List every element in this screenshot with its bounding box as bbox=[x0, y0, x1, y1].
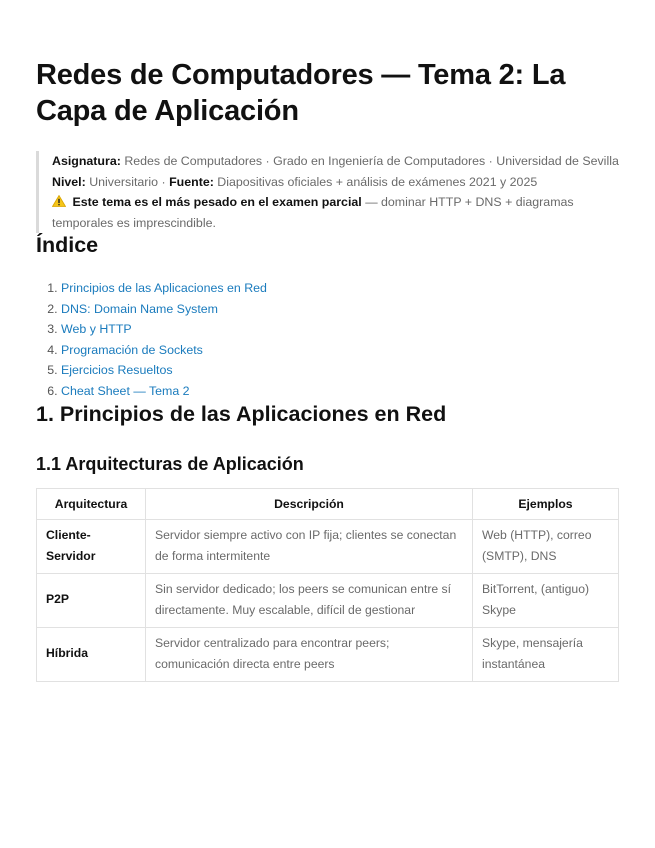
table-cell: Sin servidor dedicado; los peers se comunican entre sí directamente. Muy escalable, difícil de gestionar bbox=[146, 573, 473, 627]
table-cell: Servidor siempre activo con IP fija; clientes se conectan de forma intermitente bbox=[146, 519, 473, 573]
fuente-value: Diapositivas oficiales + análisis de exámenes 2021 y 2025 bbox=[217, 174, 538, 189]
nivel-label: Nivel: bbox=[52, 174, 86, 189]
toc-link-cheat-sheet[interactable]: Cheat Sheet — Tema 2 bbox=[61, 383, 190, 398]
table-cell: BitTorrent, (antiguo) Skype bbox=[473, 573, 619, 627]
table-header-row bbox=[37, 488, 619, 519]
table-row bbox=[37, 627, 619, 681]
toc-item bbox=[61, 299, 619, 320]
table-cell: Híbrida bbox=[37, 627, 146, 681]
toc-item bbox=[61, 360, 619, 381]
toc-link-dns[interactable]: DNS: Domain Name System bbox=[61, 301, 218, 316]
toc-item bbox=[61, 319, 619, 340]
section-1-heading: 1. Principios de las Aplicaciones en Red bbox=[36, 401, 447, 426]
asignatura-label: Asignatura: bbox=[52, 154, 121, 168]
section-1-1-heading: 1.1 Arquitecturas de Aplicación bbox=[36, 453, 304, 474]
toc-item bbox=[61, 381, 619, 402]
column-header: Arquitectura bbox=[37, 488, 146, 519]
column-header: Descripción bbox=[146, 488, 473, 519]
table-cell: P2P bbox=[37, 573, 146, 627]
toc-item bbox=[61, 340, 619, 361]
toc-link-principios[interactable]: Principios de las Aplicaciones en Red bbox=[61, 281, 267, 295]
toc-link-sockets[interactable]: Programación de Sockets bbox=[61, 342, 203, 357]
architectures-table bbox=[36, 488, 619, 682]
table-row bbox=[37, 573, 619, 627]
table-of-contents bbox=[36, 278, 619, 402]
column-header: Ejemplos bbox=[473, 488, 619, 519]
warning-text: — dominar HTTP + DNS + diagramas temporales es imprescindible. bbox=[52, 195, 574, 230]
toc-item bbox=[61, 278, 619, 299]
table-cell: Skype, mensajería instantánea bbox=[473, 627, 619, 681]
table-row bbox=[37, 519, 619, 573]
asignatura-value: Redes de Computadores · Grado en Ingeniería de Computadores · Universidad de Sevilla bbox=[124, 154, 619, 168]
warning-bold-text: Este tema es el más pesado en el examen parcial bbox=[72, 195, 362, 209]
fuente-label: Fuente: bbox=[169, 174, 214, 189]
table-cell: Servidor centralizado para encontrar peers; comunicación directa entre peers bbox=[146, 627, 473, 681]
table-cell: Web (HTTP), correo (SMTP), DNS bbox=[473, 519, 619, 573]
warning-icon bbox=[52, 195, 66, 207]
metadata-callout bbox=[36, 151, 619, 233]
toc-heading: Índice bbox=[36, 233, 99, 257]
table-cell: Cliente-Servidor bbox=[37, 519, 146, 573]
nivel-value: Universitario · bbox=[89, 174, 166, 189]
toc-link-ejercicios[interactable]: Ejercicios Resueltos bbox=[61, 363, 173, 378]
page-title: Redes de Computadores — Tema 2: La Capa de Aplicación bbox=[36, 59, 566, 127]
toc-link-web-http[interactable]: Web y HTTP bbox=[61, 322, 132, 337]
